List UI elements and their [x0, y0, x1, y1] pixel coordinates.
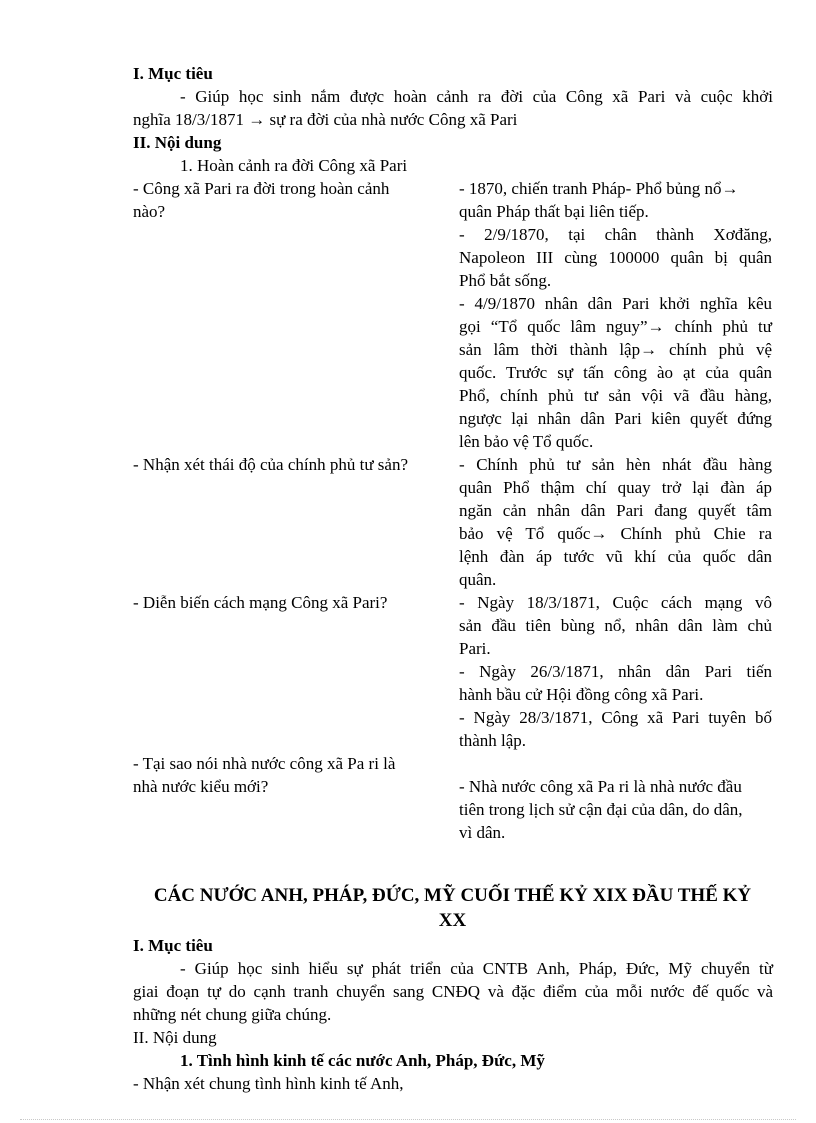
- question-economy: - Nhận xét chung tình hình kinh tế Anh,: [133, 1074, 404, 1093]
- objective-2-line-2: giai đoạn tự do cạnh tranh chuyển sang CNĐQ và đặc điểm của mỗi nước đế quốc và: [133, 982, 773, 1001]
- objective-line-1: - Giúp học sinh nắm được hoàn cảnh ra đời của Công xã Pari và cuộc khởi: [180, 87, 773, 106]
- answer-4-line-1: - Nhà nước công xã Pa ri là nhà nước đầu: [459, 777, 742, 796]
- subheading-paris-commune: 1. Hoàn cảnh ra đời Công xã Pari: [180, 156, 408, 175]
- answer-1-line-11: ngược lại nhân dân Pari kiên quyết đứng: [459, 409, 772, 428]
- answer-2-line-3: ngăn cản nhân dân Pari đang quyết tâm: [459, 501, 772, 520]
- objective-2-line-3: những nét chung giữa chúng.: [133, 1005, 332, 1024]
- answer-1-line-9: quốc. Trước sự tấn công ào ạt của quân: [459, 363, 772, 382]
- content-heading: II. Nội dung: [133, 133, 222, 152]
- answer-1-line-2: quân Pháp thất bại liên tiếp.: [459, 202, 649, 221]
- answer-1-line-3: - 2/9/1870, tại chân thành Xơđăng,: [459, 225, 772, 244]
- question-1-line-2: nào?: [133, 202, 166, 221]
- answer-3-line-4: - Ngày 26/3/1871, nhân dân Pari tiến: [459, 662, 772, 681]
- question-2-line-1: - Nhận xét thái độ của chính phủ tư sản?: [133, 455, 408, 474]
- objective-line-2: nghĩa 18/3/1871 → sự ra đời của nhà nước Công xã Pari: [133, 110, 518, 129]
- answer-1-line-4: Napoleon III cùng 100000 quân bị quân: [459, 248, 772, 267]
- answer-1-line-12: lên bảo vệ Tổ quốc.: [459, 432, 594, 451]
- answer-3-line-1: - Ngày 18/3/1871, Cuộc cách mạng vô: [459, 593, 772, 612]
- question-1-line-1: - Công xã Pari ra đời trong hoàn cảnh: [133, 179, 390, 198]
- answer-1-line-7: gọi “Tổ quốc lâm nguy”→ chính phủ tư: [459, 317, 772, 336]
- objectives-heading: I. Mục tiêu: [133, 64, 213, 83]
- question-3-line-1: - Diễn biến cách mạng Công xã Pari?: [133, 593, 388, 612]
- answer-2-line-2: quân Phổ thậm chí quay trở lại đàn áp: [459, 478, 772, 497]
- answer-3-line-5: hành bầu cử Hội đồng công xã Pari.: [459, 685, 704, 704]
- answer-2-line-1: - Chính phủ tư sản hèn nhát đầu hàng: [459, 455, 772, 474]
- chapter-title-line-2: XX: [438, 910, 467, 931]
- chapter-title-line-1: CÁC NƯỚC ANH, PHÁP, ĐỨC, MỸ CUỐI THẾ KỶ XIX ĐẦU THẾ KỶ: [153, 885, 752, 906]
- objective-2-line-1: - Giúp học sinh hiểu sự phát triển của CNTB Anh, Pháp, Đức, Mỹ chuyển từ: [180, 959, 773, 978]
- answer-3-line-6: - Ngày 28/3/1871, Công xã Pari tuyên bố: [459, 708, 772, 727]
- answer-4-line-2: tiên trong lịch sử cận đại của dân, do dân,: [459, 800, 743, 819]
- question-4-line-2: nhà nước kiểu mới?: [133, 777, 269, 796]
- content-heading-2: II. Nội dung: [133, 1028, 217, 1047]
- answer-4-line-3: vì dân.: [459, 823, 506, 842]
- subheading-economy: 1. Tình hình kinh tế các nước Anh, Pháp, Đức, Mỹ: [180, 1051, 545, 1070]
- answer-1-line-5: Phổ bắt sống.: [459, 271, 552, 290]
- answer-3-line-3: Pari.: [459, 639, 491, 658]
- objectives-heading-2: I. Mục tiêu: [133, 936, 213, 955]
- answer-1-line-10: Phổ, chính phủ tư sản vội vã đầu hàng,: [459, 386, 772, 405]
- answer-1-line-8: sản lâm thời thành lập→ chính phủ vệ: [459, 340, 772, 359]
- answer-2-line-6: quân.: [459, 570, 497, 589]
- answer-1-line-1: - 1870, chiến tranh Pháp- Phổ bủng nổ→: [459, 179, 739, 198]
- answer-2-line-5: lệnh đàn áp tước vũ khí của quốc dân: [459, 547, 772, 566]
- answer-1-line-6: - 4/9/1870 nhân dân Pari khởi nghĩa kêu: [459, 294, 772, 313]
- answer-3-line-7: thành lập.: [459, 731, 527, 750]
- question-4-line-1: - Tại sao nói nhà nước công xã Pa ri là: [133, 754, 396, 773]
- page-bottom-divider: [20, 1119, 796, 1120]
- answer-2-line-4: bảo vệ Tổ quốc→ Chính phủ Chie ra: [459, 524, 772, 543]
- answer-3-line-2: sản đầu tiên bùng nổ, nhân dân làm chủ: [459, 616, 772, 635]
